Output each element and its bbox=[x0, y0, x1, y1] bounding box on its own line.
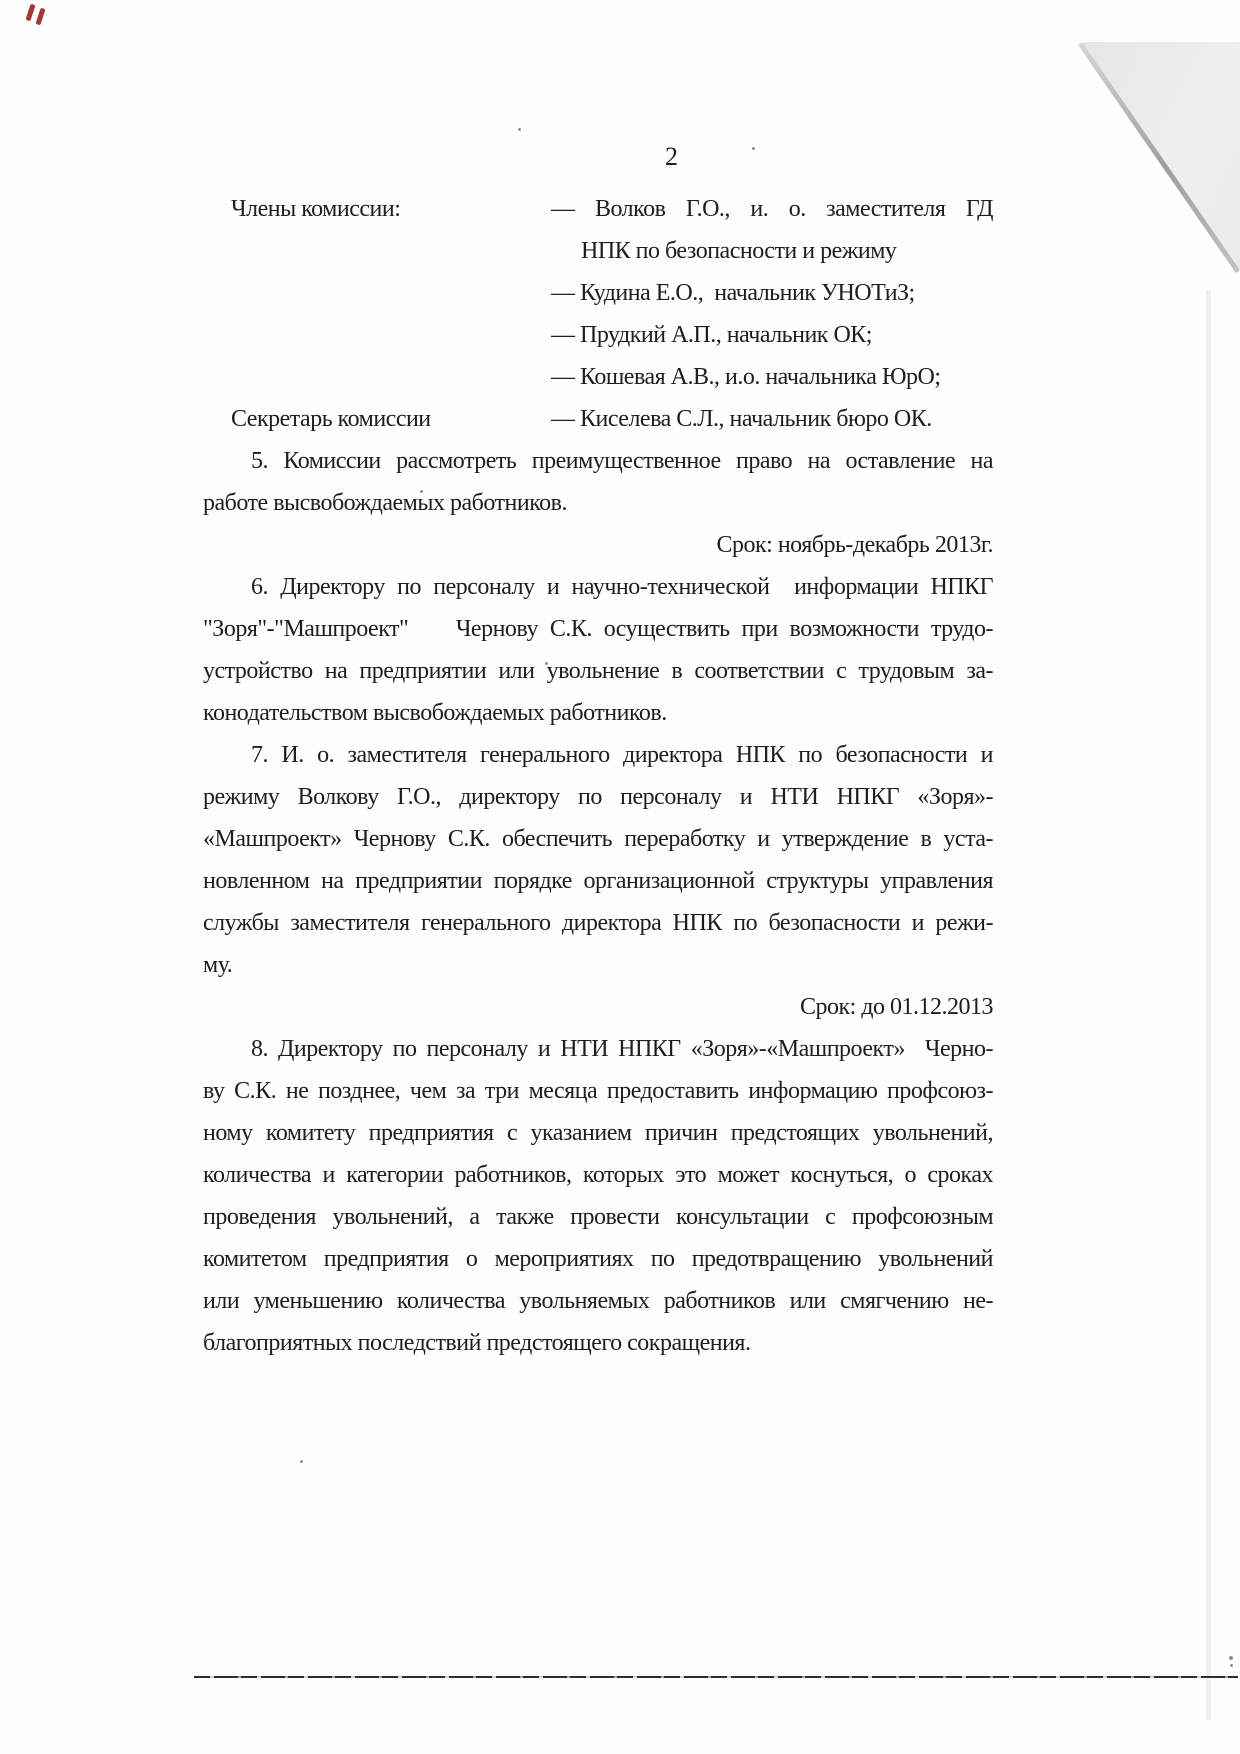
commission-row bbox=[203, 188, 993, 272]
paragraph-8 bbox=[203, 1028, 993, 1364]
commission-member bbox=[551, 356, 993, 398]
commission-member bbox=[551, 314, 993, 356]
red-pen-mark bbox=[25, 4, 35, 22]
paragraph-line: устройство на предприятии или увольнение в соответствии с трудовым за- bbox=[203, 658, 993, 684]
commission-row bbox=[203, 398, 993, 440]
commission-role-label bbox=[203, 272, 551, 314]
paragraph-line: комитетом предприятия о мероприятиях по предотвращению увольнений bbox=[203, 1246, 993, 1272]
paragraph-line: ву С.К. не позднее, чем за три месяца предоставить информацию профсоюз- bbox=[203, 1078, 993, 1104]
paragraph-line: службы заместителя генерального директора НПК по безопасности и режи- bbox=[203, 910, 993, 936]
commission-row bbox=[203, 272, 993, 314]
deadline-line: Срок: до 01.12.2013 bbox=[799, 994, 993, 1020]
paragraph-line: или уменьшению количества увольняемых работников или смягчению не- bbox=[203, 1288, 993, 1314]
paragraph-line: благоприятных последствий предстоящего сокращения. bbox=[203, 1330, 751, 1356]
commission-role-label bbox=[203, 314, 551, 356]
paragraph-line: "Зоря"-"Машпроект" Чернову С.К. осуществить при возможности трудо- bbox=[203, 616, 993, 642]
member-line: — Прудкий А.П., начальник ОК; bbox=[551, 322, 872, 348]
paragraph-line: «Машпроект» Чернову С.К. обеспечить переработку и утверждение в уста- bbox=[203, 826, 993, 852]
document-content bbox=[0, 142, 1240, 1364]
red-pen-mark bbox=[35, 8, 45, 26]
member-line: — Волков Г.О., и. о. заместителя ГД bbox=[551, 196, 993, 222]
commission-member bbox=[551, 398, 993, 440]
commission-role-label: Члены комиссии: bbox=[231, 196, 401, 222]
member-line: — Кудина Е.О., начальник УНОТиЗ; bbox=[551, 280, 915, 306]
page-number: 2 bbox=[665, 142, 678, 171]
paragraph-line: ному комитету предприятия с указанием причин предстоящих увольнений, bbox=[203, 1120, 993, 1146]
scan-speckle bbox=[1229, 1656, 1233, 1660]
commission-role-label: Секретарь комиссии bbox=[231, 406, 431, 432]
paragraph-line: 8. Директору по персоналу и НТИ НПКГ «Зоря»-«Машпроект» Черно- bbox=[251, 1036, 993, 1062]
scan-speckle bbox=[518, 128, 521, 131]
paragraph-line: режиму Волкову Г.О., директору по персоналу и НТИ НПКГ «Зоря»- bbox=[203, 784, 993, 810]
paragraph-line: проведения увольнений, а также провести консультации с профсоюзным bbox=[203, 1204, 993, 1230]
scan-speckle bbox=[1230, 1664, 1233, 1667]
paragraph-line: количества и категории работников, которых это может коснуться, о сроках bbox=[203, 1162, 993, 1188]
paragraph-line: 7. И. о. заместителя генерального директора НПК по безопасности и bbox=[251, 742, 993, 768]
paragraph-line: работе высвобождаемых работников. bbox=[203, 490, 567, 516]
paragraph-line: новленном на предприятии порядке организационной структуры управления bbox=[203, 868, 993, 894]
commission-row bbox=[203, 314, 993, 356]
deadline-line: Срок: ноябрь-декабрь 2013г. bbox=[716, 532, 993, 558]
scan-speckle bbox=[300, 1460, 303, 1463]
member-line: НПК по безопасности и режиму bbox=[581, 238, 897, 264]
commission-role-label bbox=[203, 356, 551, 398]
paragraph-6 bbox=[203, 566, 993, 734]
commission-row bbox=[203, 356, 993, 398]
member-line: — Киселева С.Л., начальник бюро ОК. bbox=[551, 406, 932, 432]
paragraph-line: конодательством высвобождаемых работников. bbox=[203, 700, 667, 726]
member-line: — Кошевая А.В., и.о. начальника ЮрО; bbox=[551, 364, 941, 390]
commission-member bbox=[551, 188, 993, 272]
commission-members-block bbox=[203, 188, 993, 440]
commission-member bbox=[551, 272, 993, 314]
paragraph-7 bbox=[203, 734, 993, 986]
paragraph-5 bbox=[203, 440, 993, 524]
paragraph-line: 6. Директору по персоналу и научно-технической информации НПКГ bbox=[251, 574, 993, 600]
paragraph-line: му. bbox=[203, 952, 233, 978]
dashed-cut-line bbox=[194, 1676, 1238, 1678]
paragraph-line: 5. Комиссии рассмотреть преимущественное право на оставление на bbox=[251, 448, 993, 474]
